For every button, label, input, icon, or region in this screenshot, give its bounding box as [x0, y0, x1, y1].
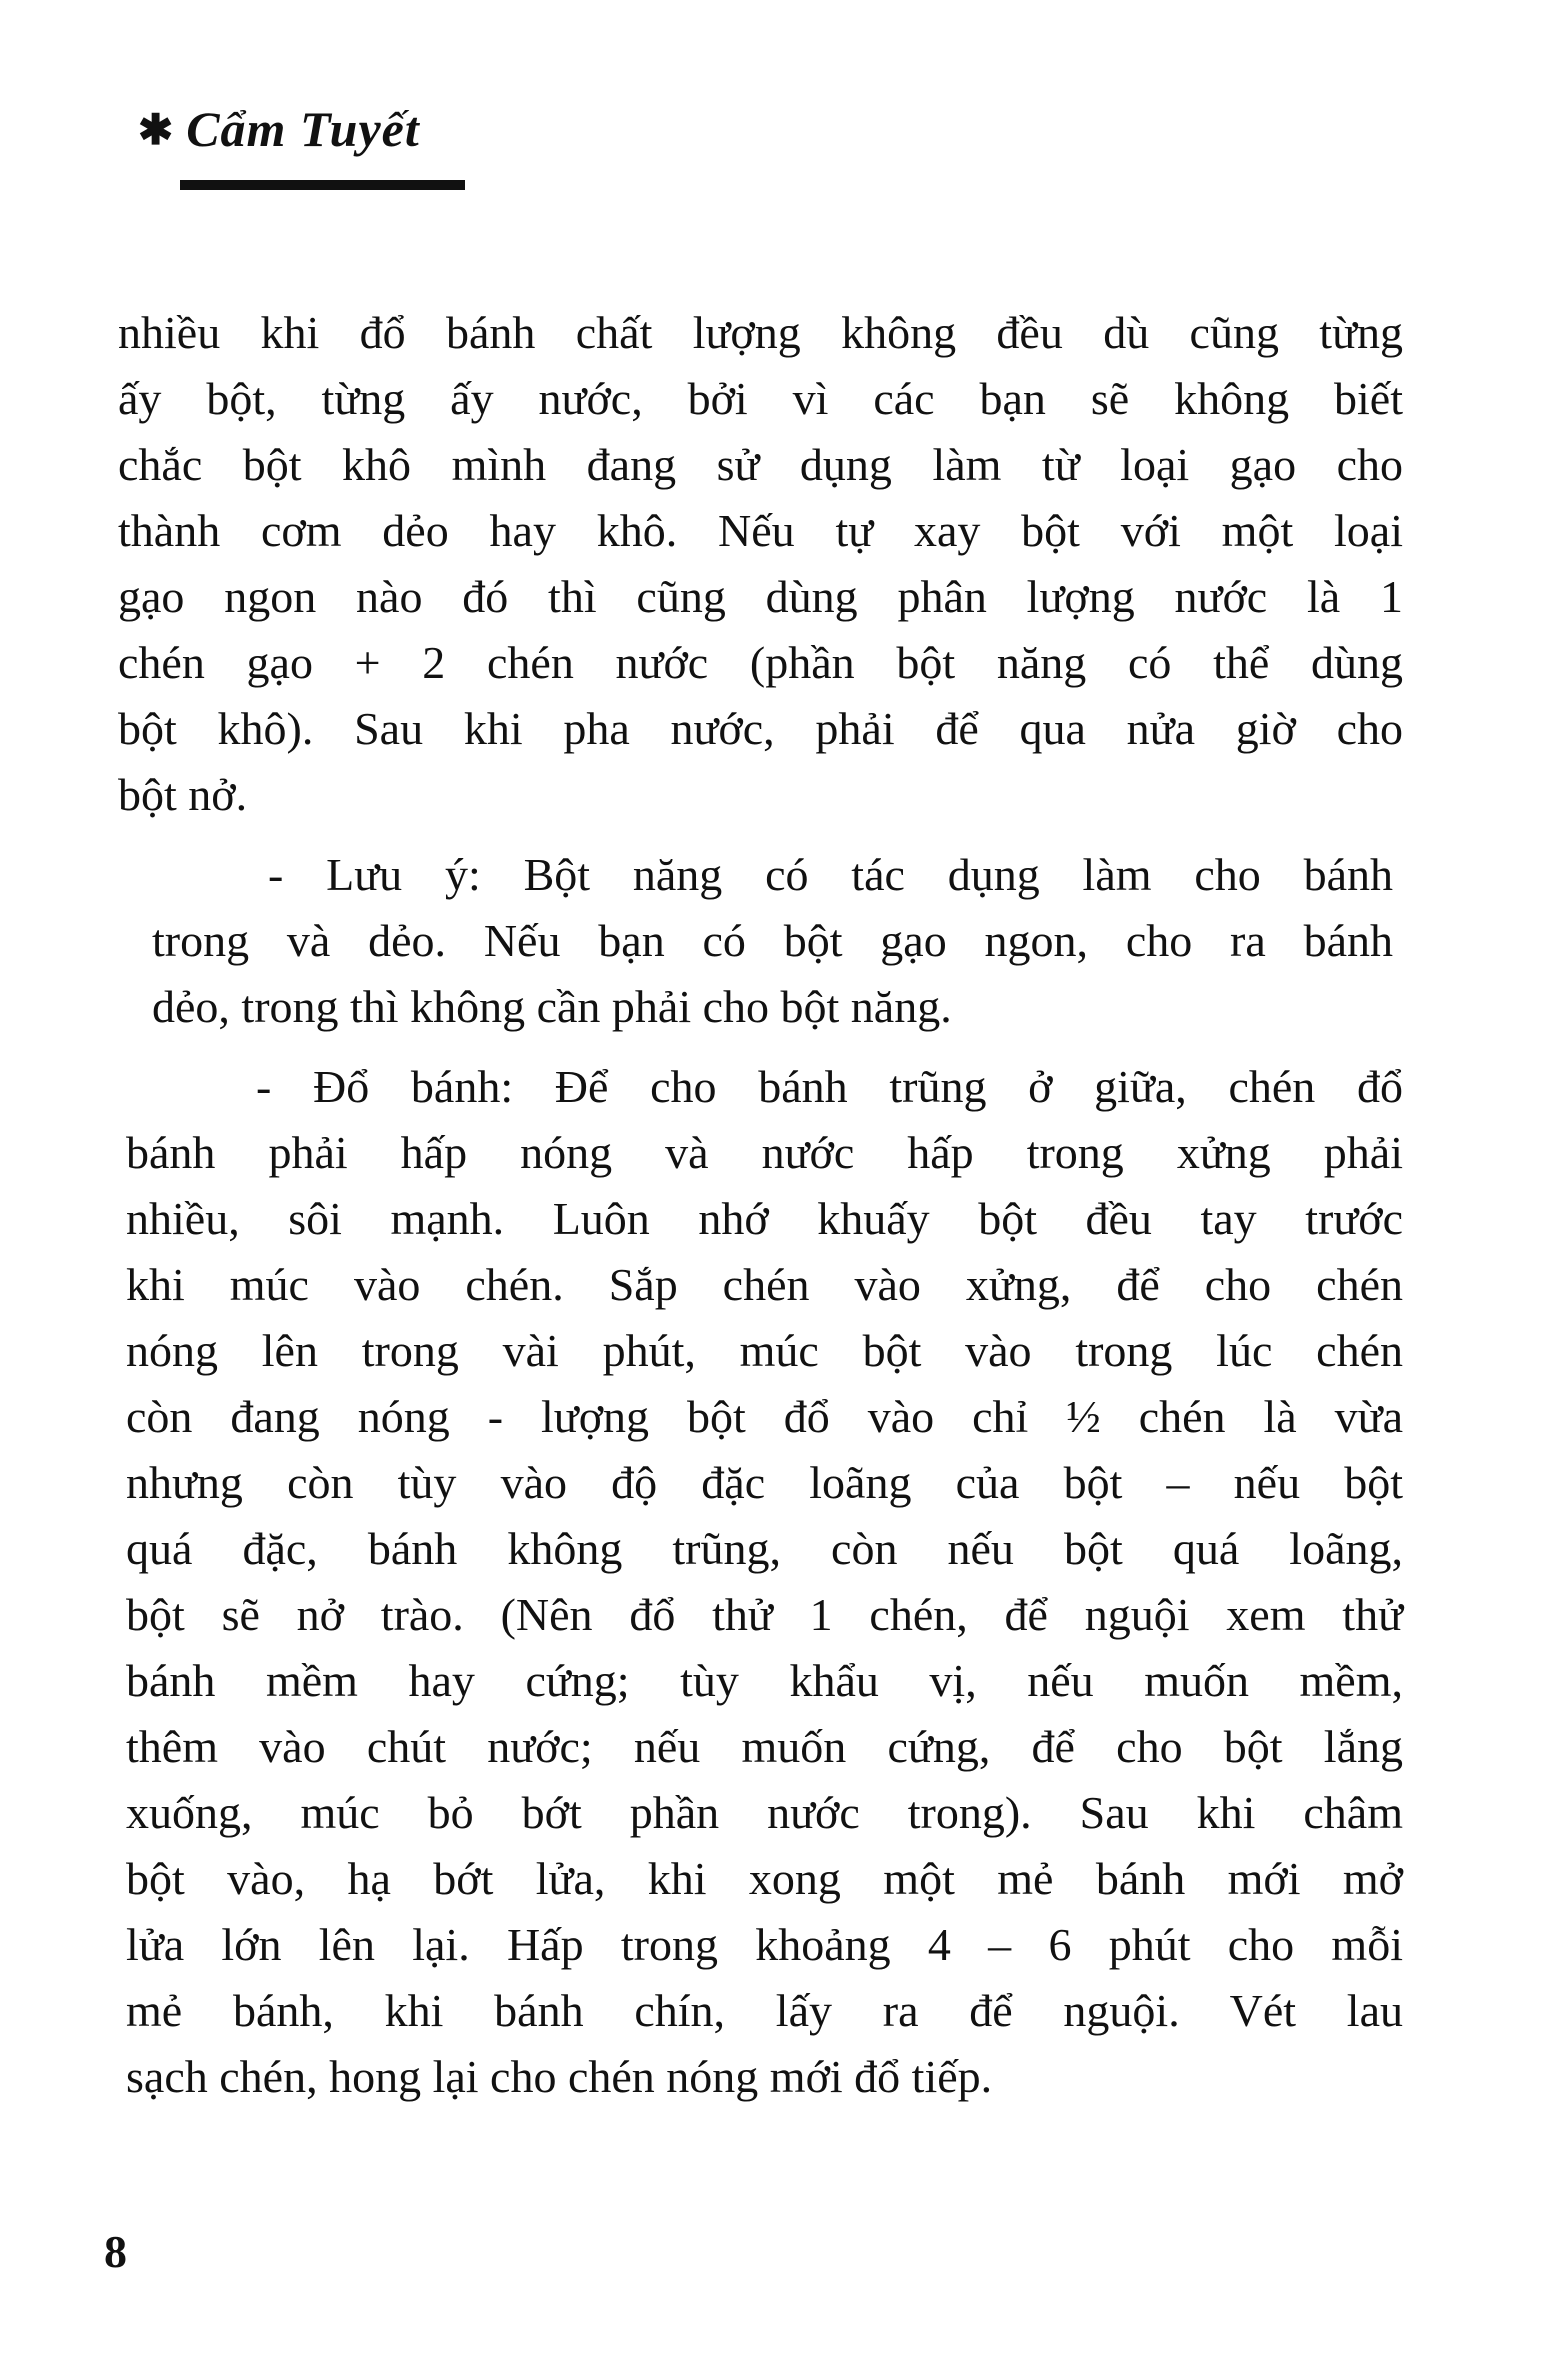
text-line: nhiều khi đổ bánh chất lượng không đều dù cũng từng	[118, 307, 1403, 358]
text-line: quá đặc, bánh không trũng, còn nếu bột quá loãng,	[126, 1523, 1403, 1574]
text-line: bánh phải hấp nóng và nước hấp trong xửng phải	[126, 1127, 1403, 1178]
text-line: xuống, múc bỏ bớt phần nước trong). Sau khi châm	[126, 1787, 1403, 1838]
text-line: khi múc vào chén. Sắp chén vào xửng, để cho chén	[126, 1259, 1403, 1310]
running-header	[138, 100, 420, 158]
text-line: trong và dẻo. Nếu bạn có bột gạo ngon, cho ra bánh	[152, 915, 1393, 966]
text-line: lửa lớn lên lại. Hấp trong khoảng 4 – 6 phút cho mỗi	[126, 1919, 1403, 1970]
body-text	[118, 300, 1403, 2110]
asterisk-icon: ✱	[138, 108, 175, 154]
text-line: bột khô). Sau khi pha nước, phải để qua nửa giờ cho	[118, 703, 1403, 754]
text-line: chén gạo + 2 chén nước (phần bột năng có thể dùng	[118, 637, 1403, 688]
text-line: nhiều, sôi mạnh. Luôn nhớ khuấy bột đều tay trước	[126, 1193, 1403, 1244]
text-line: dẻo, trong thì không cần phải cho bột năng.	[152, 981, 952, 1032]
paragraph-pouring	[118, 1054, 1403, 2110]
text-line: bánh mềm hay cứng; tùy khẩu vị, nếu muốn mềm,	[126, 1655, 1403, 1706]
text-line: thành cơm dẻo hay khô. Nếu tự xay bột với một loại	[118, 505, 1403, 556]
page-number: 8	[104, 2226, 127, 2277]
header-rule	[180, 180, 465, 190]
text-line: sạch chén, hong lại cho chén nóng mới đổ tiếp.	[126, 2051, 993, 2102]
paragraph-note	[118, 842, 1403, 1040]
paragraph-1	[118, 300, 1403, 828]
text-line: gạo ngon nào đó thì cũng dùng phân lượng nước là 1	[118, 571, 1403, 622]
text-line: chắc bột khô mình đang sử dụng làm từ loại gạo cho	[118, 439, 1403, 490]
text-line: bột sẽ nở trào. (Nên đổ thử 1 chén, để nguội xem thử	[126, 1589, 1403, 1640]
text-line: nóng lên trong vài phút, múc bột vào trong lúc chén	[126, 1325, 1403, 1376]
text-line: - Đổ bánh: Để cho bánh trũng ở giữa, chén đổ	[256, 1061, 1403, 1112]
text-line: thêm vào chút nước; nếu muốn cứng, để cho bột lắng	[126, 1721, 1403, 1772]
author-name: Cẩm Tuyết	[186, 101, 420, 157]
text-line: bột nở.	[118, 769, 248, 820]
text-line: - Lưu ý: Bột năng có tác dụng làm cho bánh	[268, 849, 1393, 900]
text-line: ấy bột, từng ấy nước, bởi vì các bạn sẽ không biết	[118, 373, 1403, 424]
text-line: mẻ bánh, khi bánh chín, lấy ra để nguội. Vét lau	[126, 1985, 1403, 2036]
text-line: còn đang nóng - lượng bột đổ vào chỉ ½ chén là vừa	[126, 1391, 1403, 1442]
text-line: bột vào, hạ bớt lửa, khi xong một mẻ bánh mới mở	[126, 1853, 1403, 1904]
text-line: nhưng còn tùy vào độ đặc loãng của bột – nếu bột	[126, 1457, 1403, 1508]
